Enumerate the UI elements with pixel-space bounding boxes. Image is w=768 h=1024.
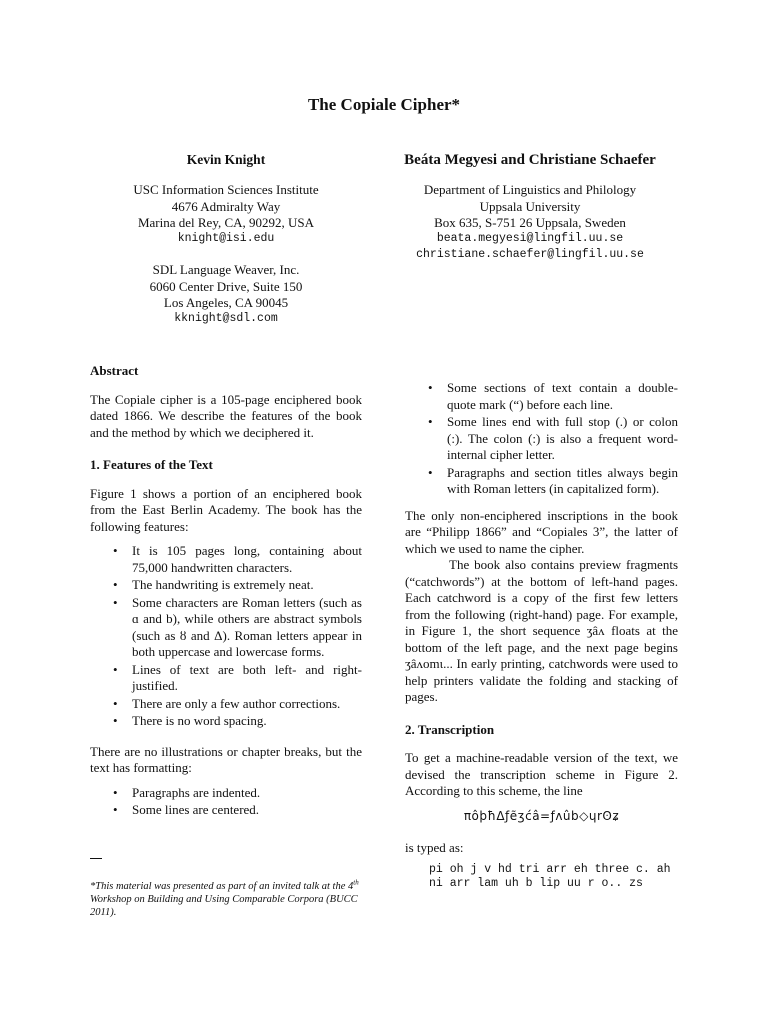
catchword-para-2: The book also contains preview fragments (“catchwords”) at the bottom of left-hand pages. Each catchword is a copy of the first few letters from the following (right-hand) page. For example, in Figure 1, the short sequence ʒâʌ floats at the bottom of the left page, and the next page begins ʒâʌomɩ... In early printing, catchwords were used to help printers validate the folding and stacking of pages. bbox=[405, 557, 678, 704]
list-item: • It is 105 pages long, containing about 75,000 handwritten characters. bbox=[132, 543, 362, 576]
footnote bbox=[90, 876, 362, 919]
list-item: • Some lines are centered. bbox=[132, 802, 362, 819]
transcription-code bbox=[429, 863, 678, 891]
affiliation-line: Marina del Rey, CA, 90292, USA bbox=[137, 214, 315, 230]
section-2-text: To get a machine-readable version of the text, we devised the transcription scheme in Figure 2. According to this scheme, the line bbox=[405, 750, 678, 798]
left-column bbox=[90, 363, 362, 820]
list-item: • Some sections of text contain a double-quote mark (“) before each line. bbox=[447, 380, 678, 413]
code-line: ni arr lam uh b lip uu r o.. zs bbox=[429, 876, 643, 890]
author-email[interactable]: knight@isi.edu bbox=[177, 232, 275, 246]
section-1-heading: 1. Features of the Text bbox=[90, 457, 213, 472]
author-email[interactable]: kknight@sdl.com bbox=[174, 312, 278, 326]
footnote-rule bbox=[90, 858, 102, 859]
list-item: • Paragraphs and section titles always begin with Roman letters (in capitalized form). bbox=[447, 465, 678, 498]
author-name: Kevin Knight bbox=[186, 152, 266, 167]
affiliation-line: Box 635, S-751 26 Uppsala, Sweden bbox=[434, 214, 626, 230]
list-item: • The handwriting is extremely neat. bbox=[132, 577, 362, 594]
formatting-intro: There are no illustrations or chapter breaks, but the text has formatting: bbox=[90, 743, 362, 775]
affiliation-line: Uppsala University bbox=[479, 198, 581, 214]
formatting-list-right bbox=[405, 380, 678, 498]
list-item: • Some lines end with full stop (.) or colon (:). The colon (:) is also a frequent word-internal cipher letter. bbox=[447, 414, 678, 464]
footnote-text: *This material was presented as part of an invited talk at the 4th Workshop on Building and Using Comparable Corpora (BUCC 2011). bbox=[90, 878, 359, 918]
typed-as-label: is typed as: bbox=[405, 840, 464, 855]
abstract-heading: Abstract bbox=[90, 363, 139, 378]
right-column bbox=[405, 380, 678, 891]
author-email[interactable]: beata.megyesi@lingfil.uu.se bbox=[436, 232, 624, 246]
list-item: • Some characters are Roman letters (such as ɑ and b), while others are abstract symbols (such as ȣ and Δ). Roman letters appear in both uppercase and lowercase forms. bbox=[132, 595, 362, 661]
section-2-heading: 2. Transcription bbox=[405, 721, 495, 737]
catchword-para-1: The only non-enciphered inscriptions in the book are “Philipp 1866” and “Copiales 3”, the latter of which we used to name the cipher. bbox=[405, 507, 678, 556]
author-block-megyesi-schaefer bbox=[380, 152, 680, 264]
formatting-list-left bbox=[90, 785, 362, 819]
affiliation-line: USC Information Sciences Institute bbox=[133, 182, 319, 198]
code-line: pi oh j v hd tri arr eh three c. ah bbox=[429, 862, 671, 876]
abstract-text: The Copiale cipher is a 105-page enciphered book dated 1866. We describe the features of the book and the method by which we deciphered it. bbox=[90, 391, 362, 440]
list-item: • Lines of text are both left- and right-justified. bbox=[132, 662, 362, 695]
list-item: • There are only a few author corrections. bbox=[132, 696, 362, 713]
affiliation-line: Department of Linguistics and Philology bbox=[423, 182, 637, 198]
author-block-knight bbox=[90, 152, 362, 328]
affiliation-line: Los Angeles, CA 90045 bbox=[163, 295, 289, 311]
features-list bbox=[90, 543, 362, 730]
paper-title: The Copiale Cipher* bbox=[307, 95, 461, 114]
affiliation-line: 4676 Admiralty Way bbox=[171, 198, 281, 214]
affiliation-line: 6060 Center Drive, Suite 150 bbox=[149, 278, 303, 294]
section-1-intro: Figure 1 shows a portion of an enciphered book from the East Berlin Academy. The book has the following features: bbox=[90, 485, 362, 534]
list-item: • Paragraphs are indented. bbox=[132, 785, 362, 802]
list-item: • There is no word spacing. bbox=[132, 713, 362, 730]
author-name: Beáta Megyesi and Christiane Schaefer bbox=[404, 152, 656, 168]
affiliation-line: SDL Language Weaver, Inc. bbox=[152, 262, 300, 278]
author-email[interactable]: christiane.schaefer@lingfil.uu.se bbox=[416, 248, 644, 262]
cipher-line: πôþħΔƒẽʒćâ=ƒʌûb◇ɥrʘʑ bbox=[463, 808, 620, 823]
